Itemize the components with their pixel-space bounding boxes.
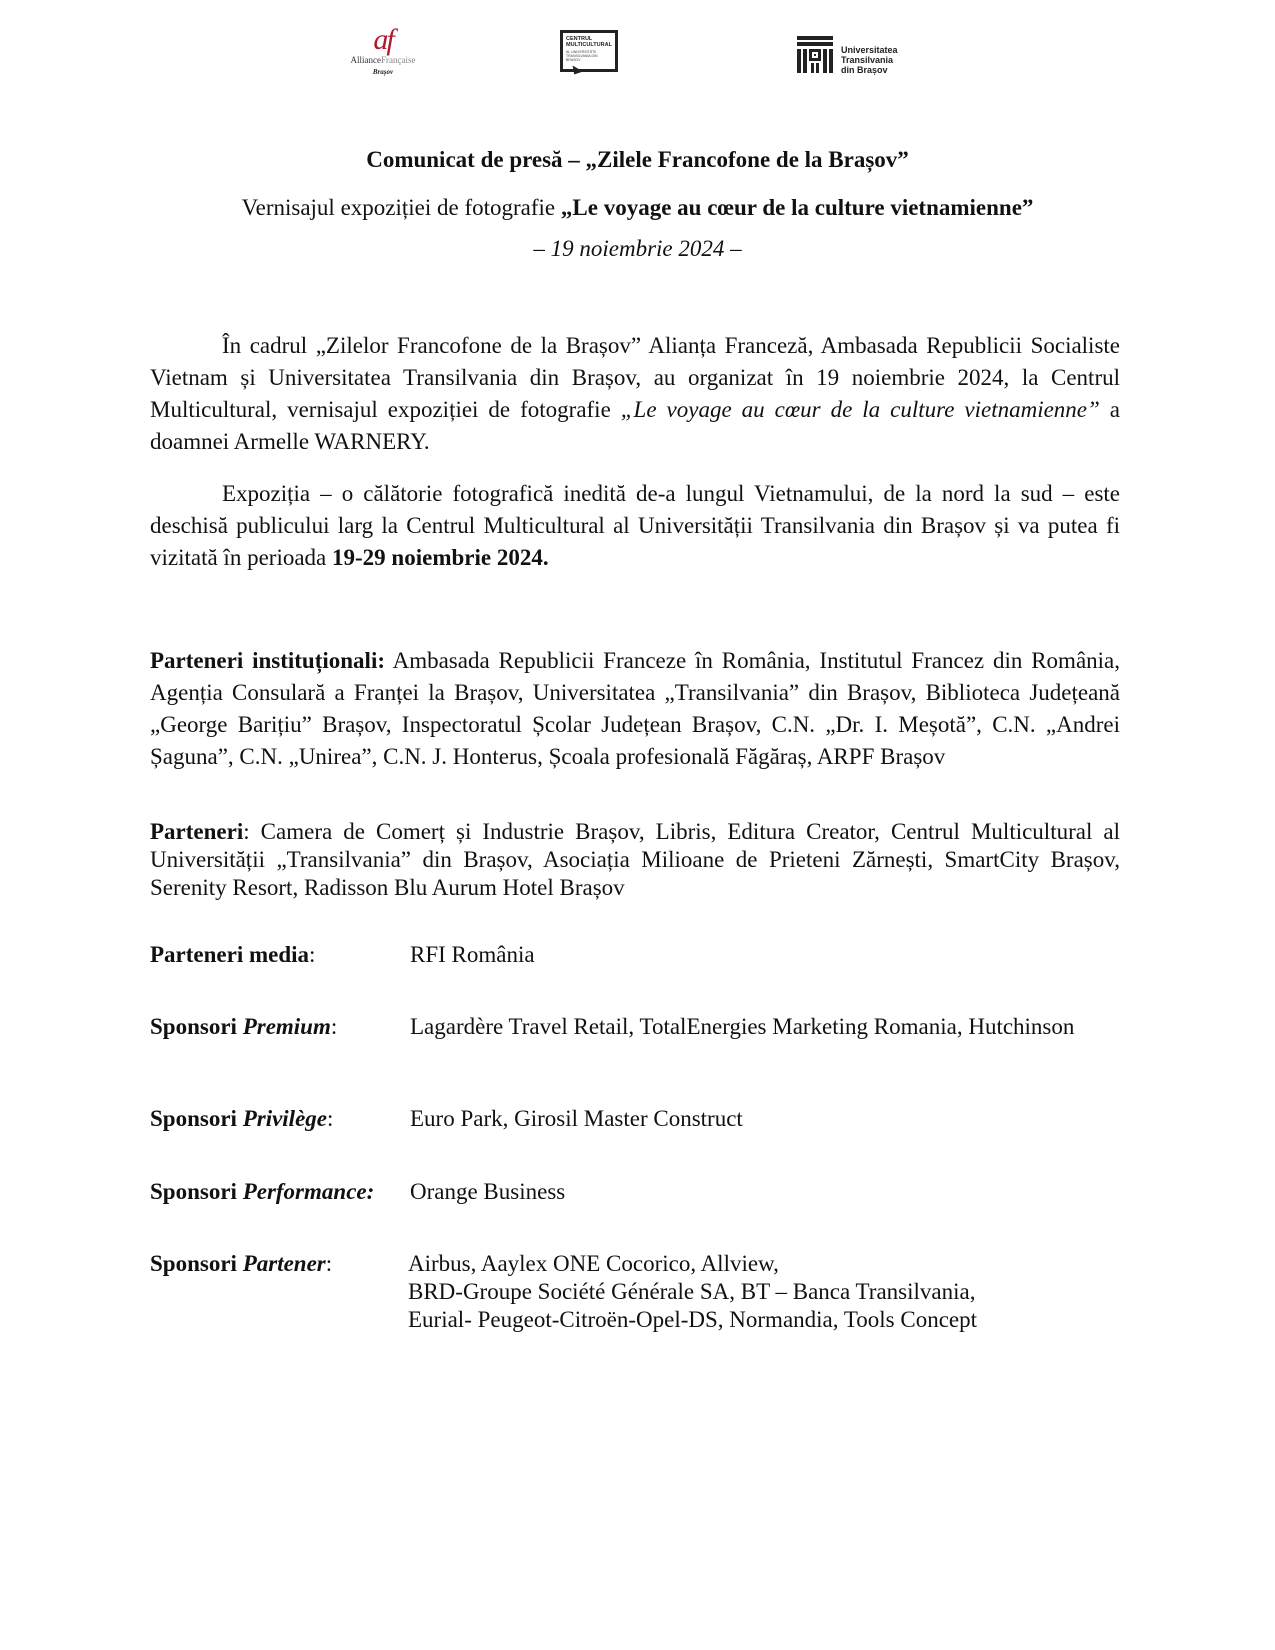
sponsor-label [150, 1178, 410, 1206]
institutional-partners-label: Parteneri instituționali: [150, 648, 385, 673]
universitatea-transilvania-logo [797, 36, 917, 76]
ut-line1: Universitatea [841, 45, 898, 55]
af-name-left: Alliance [350, 55, 381, 65]
sponsor-label-bold: Sponsori [150, 1179, 243, 1204]
p1-end: a doamnei Armelle WARNERY. [150, 397, 1120, 454]
af-logo-city: Brașov [372, 68, 394, 76]
sponsor-value: RFI România [410, 942, 535, 967]
cm-logo-subtitle: AL UNIVERSITĂȚII TRANSILVANIA DIN BRAȘOV [566, 50, 598, 62]
sponsor-value-line: Airbus, Aaylex ONE Cocorico, Allview, [408, 1251, 779, 1276]
af-name-right: Française [381, 55, 416, 65]
partners [150, 818, 1120, 902]
af-logo-mark: af [373, 23, 393, 56]
cm-logo-title [566, 36, 612, 48]
sponsor-label-italic: Partener [242, 1251, 326, 1276]
sponsor-label-bold: Sponsori [150, 1106, 243, 1131]
partners-list: : Camera de Comerț și Industrie Brașov, Libris, Editura Creator, Centrul Multicultural al Universității „Transilvania” din Brașov, Asociația Milioane de Prieteni Zărnești, SmartCity Brașov, Serenity Resort, Radisson Blu Aurum Hotel Brașov [150, 819, 1120, 900]
sponsor-label [150, 941, 410, 969]
p1-exhibition-title: „Le voyage au cœur de la culture vietnamienne” [620, 397, 1100, 422]
ut-logo-text [841, 45, 898, 75]
sponsor-value: Euro Park, Girosil Master Construct [410, 1106, 743, 1131]
sponsor-value: Lagardère Travel Retail, TotalEnergies Marketing Romania, Hutchinson [410, 1014, 1075, 1039]
ut-line3: din Brașov [841, 65, 888, 75]
p2-text: Expoziția – o călătorie fotografică inedită de-a lungul Vietnamului, de la nord la sud – este deschisă publicului larg la Centrul Multicultural al Universității Transilvania din Brașov și va putea fi vizitată în perioada [150, 481, 1120, 570]
sponsor-label-italic: Performance: [242, 1179, 375, 1204]
sponsor-label-bold: Sponsori [150, 1014, 243, 1039]
sponsor-label-bold: Sponsori [150, 1251, 243, 1276]
centrul-multicultural-logo [560, 30, 622, 76]
paragraph-exhibition [150, 478, 1120, 574]
institutional-partners-list: Ambasada Republicii Franceze în România, Institutul Francez din România, Agenția Consulară a Franței la Brașov, Universitatea „Transilvania” din Brașov, Biblioteca Județeană „George Barițiu” Brașov, Inspectoratul Școlar Județean Brașov, C.N. „Dr. I. Meșotă”, C.N. „Andrei Șaguna”, C.N. „Unirea”, C.N. J. Honterus, Școala profesională Făgăraș, ARPF Brașov [150, 648, 1120, 769]
af-logo-name [338, 55, 428, 65]
cm-title-line1: CENTRUL [566, 36, 593, 42]
sponsor-value-line: Eurial- Peugeot-Citroën-Opel-DS, Normandia, Tools Concept [408, 1307, 978, 1332]
sponsor-label [150, 1250, 410, 1278]
subtitle-prefix: Vernisajul expoziției de fotografie [241, 195, 561, 220]
sponsor-label-bold: Parteneri media [150, 942, 310, 967]
sponsor-label-colon: : [330, 1014, 338, 1039]
paragraph-intro [150, 330, 1120, 458]
p1-text: În cadrul „Zilelor Francofone de la Brașov” Alianța Franceză, Ambasada Republicii Socialiste Vietnam și Universitatea Transilvania din Brașov, au organizat în 19 noiembrie 2024, la Centrul Multicultural, vernisajul expoziției de fotografie [150, 333, 1120, 422]
event-date: – 19 noiembrie 2024 – [533, 236, 742, 261]
sponsor-label-italic: Premium [242, 1014, 331, 1039]
cm-title-line2: MULTICULTURAL [566, 42, 612, 48]
institutional-partners [150, 645, 1120, 773]
sponsor-value [408, 1250, 1118, 1334]
page-subtitle [0, 195, 1275, 221]
sponsor-label-italic: Privilège [242, 1106, 327, 1131]
sponsor-label [150, 1013, 410, 1041]
ut-line2: Transilvania [841, 55, 894, 65]
p2-period: 19-29 noiembrie 2024. [332, 545, 549, 570]
partners-label: Parteneri [150, 819, 244, 844]
page-title: Comunicat de presă – „Zilele Francofone de la Brașov” [366, 147, 909, 172]
sponsor-value-line: BRD-Groupe Société Générale SA, BT – Banca Transilvania, [408, 1279, 976, 1304]
sponsor-value: Orange Business [410, 1179, 566, 1204]
alliance-francaise-logo [338, 25, 428, 85]
sponsor-label-colon: : [326, 1106, 334, 1131]
university-building-icon [797, 36, 833, 73]
sponsor-label [150, 1105, 410, 1133]
sponsor-label-colon: : [325, 1251, 333, 1276]
exhibition-title: „Le voyage au cœur de la culture vietnamienne” [560, 195, 1034, 220]
sponsor-label-colon: : [309, 942, 316, 967]
